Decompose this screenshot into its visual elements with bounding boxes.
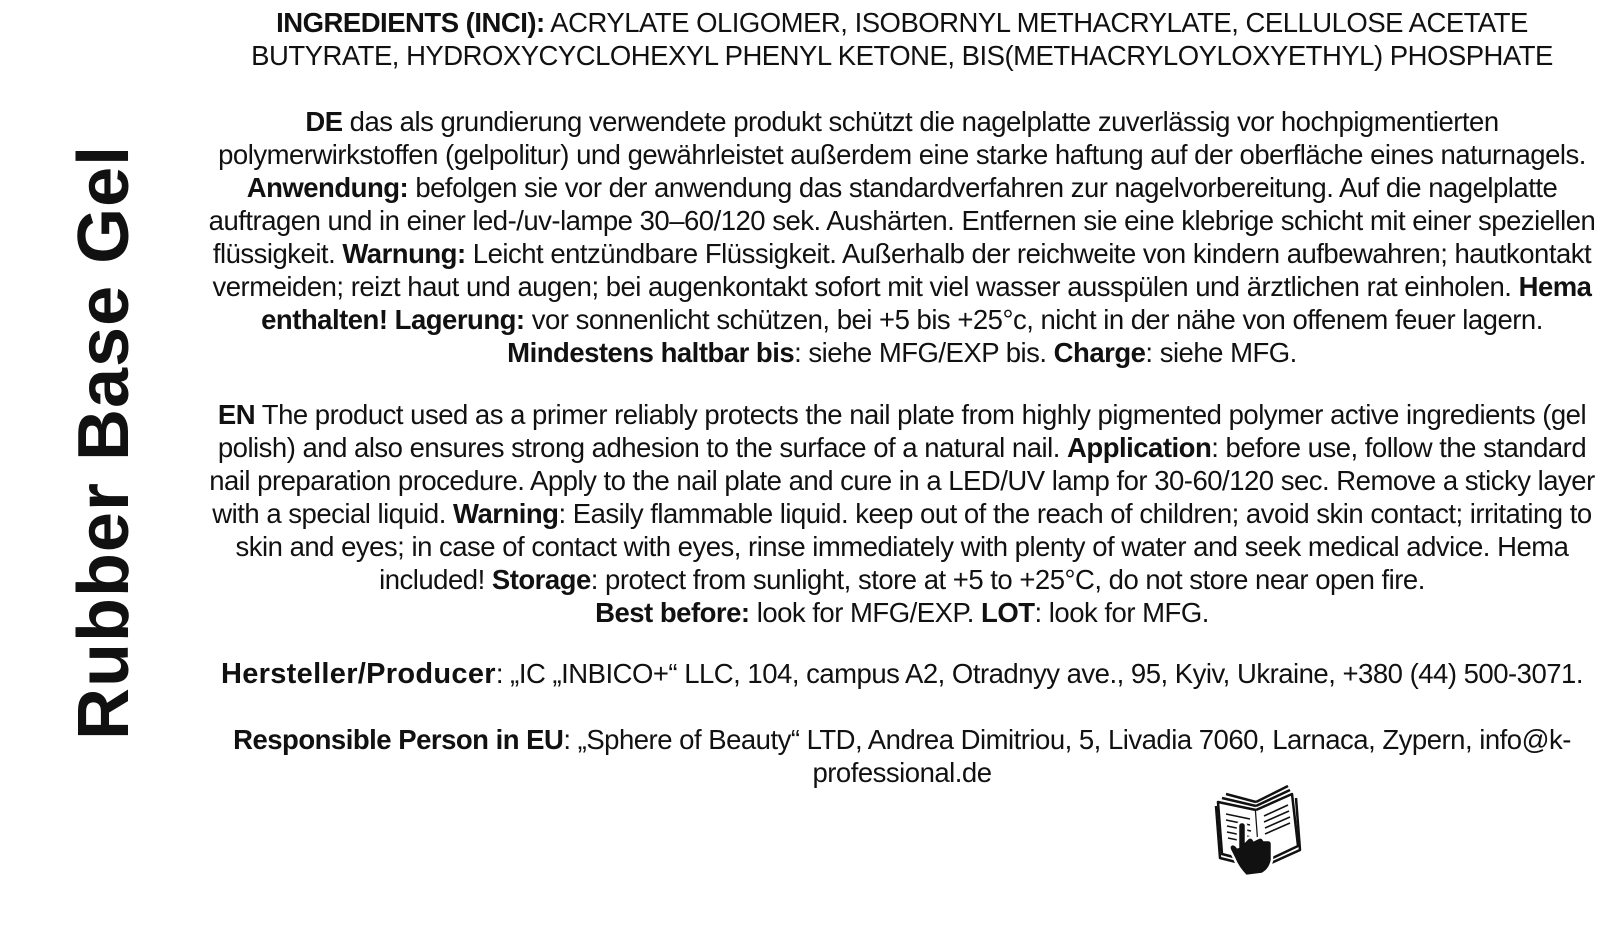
read-instructions-manual-icon (1212, 782, 1304, 878)
en-warning-label: Warning (453, 498, 559, 529)
en-storage-label: Storage (491, 564, 591, 595)
de-intro: das als grundierung verwendete produkt schützt die nagelplatte zuverlässig vor hochpigmentierten polymerwirkstoffen (gelpolitur) und gewährleistet außerdem eine starke haftung auf der oberfläche eines naturnagels. (218, 106, 1586, 170)
english-paragraph (200, 398, 1604, 629)
ingredients-text: ACRYLATE OLIGOMER, ISOBORNYL METHACRYLATE, CELLULOSE ACETATE BUTYRATE, HYDROXYCYCLOHEXYL PHENYL KETONE, BIS(METHACRYLOYLOXYETHYL) PHOSPHATE (251, 7, 1553, 71)
eu-responsible-text: : „Sphere of Beauty“ LTD, Andrea Dimitriou, 5, Livadia 7060, Larnaca, Zypern, info@k-professional.de (563, 724, 1571, 788)
en-best-before-text: look for MFG/EXP. (749, 597, 982, 628)
de-best-before-text: : siehe MFG/EXP bis. (794, 337, 1054, 368)
ingredients-label: INGREDIENTS (INCI): (276, 7, 545, 38)
en-best-before-label: Best before: (595, 597, 750, 628)
eu-responsible-label: Responsible Person in EU (233, 724, 564, 755)
de-charge-text: : siehe MFG. (1145, 337, 1297, 368)
producer-text: : „IC „INBICO+“ LLC, 104, campus A2, Otradnyy ave., 95, Kyiv, Ukraine, +380 (44) 500-3071. (495, 658, 1583, 689)
de-warning-text: Leicht entzündbare Flüssigkeit. Außerhalb der reichweite von kindern aufbewahren; hautkontakt vermeiden; reizt haut und augen; bei augenkontakt sofort mit viel wasser ausspülen und ärztlichen rat einholen. (212, 238, 1592, 302)
producer-paragraph (200, 657, 1604, 691)
de-hema-storage-label: Hema enthalten! Lagerung: (261, 271, 1592, 335)
en-application-label: Application (1067, 432, 1212, 463)
german-paragraph (200, 105, 1604, 369)
en-lot-text: : look for MFG. (1034, 597, 1209, 628)
de-application-label: Anwendung: (246, 172, 409, 203)
de-application-text: befolgen sie vor der anwendung das standardverfahren zur nagelvorbereitung. Auf die nagelplatte auftragen und in einer led-/uv-lampe 30–60/120 sek. Aushärten. Entfernen sie eine klebrige schicht mit einer speziellen flüssigkeit. (208, 172, 1596, 269)
de-storage-text: vor sonnenlicht schützen, bei +5 bis +25°c, nicht in der nähe von offenem feuer lagern. (524, 304, 1543, 335)
en-application-text: : before use, follow the standard nail preparation procedure. Apply to the nail plate and cure in a LED/UV lamp for 30-60/120 sec. Remove a sticky layer with a special liquid. (209, 432, 1595, 529)
en-warning-text: : Easily flammable liquid. keep out of the reach of children; avoid skin contact; irritating to skin and eyes; in case of contact with eyes, rinse immediately with plenty of water and seek medical advice. Hema included! (235, 498, 1592, 595)
de-charge-label: Charge (1053, 337, 1146, 368)
en-lot-label: LOT (981, 597, 1035, 628)
en-storage-text: : protect from sunlight, store at +5 to +25°C, do not store near open fire. (590, 564, 1425, 595)
eu-responsible-paragraph (200, 723, 1604, 789)
de-best-before-label: Mindestens haltbar bis (507, 337, 795, 368)
de-warning-label: Warnung: (342, 238, 466, 269)
product-title: Rubber Base Gel (64, 144, 144, 740)
en-intro: The product used as a primer reliably protects the nail plate from highly pigmented polymer active ingredients (gel polish) and also ensures strong adhesion to the surface of a natural nail. (217, 399, 1587, 463)
ingredients-paragraph (200, 6, 1604, 72)
en-lang-code: EN (217, 399, 256, 430)
de-lang-code: DE (305, 106, 343, 137)
producer-label: Hersteller/Producer (221, 658, 496, 690)
